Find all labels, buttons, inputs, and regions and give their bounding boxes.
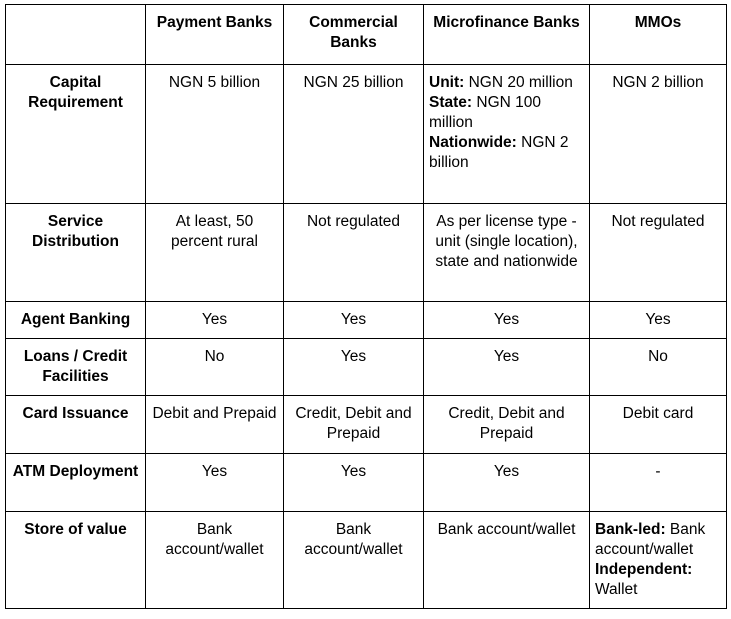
row-label: Service Distribution bbox=[6, 204, 146, 302]
header-empty-cell bbox=[6, 5, 146, 65]
nationwide-label: Nationwide: bbox=[429, 134, 517, 151]
cell-payment: At least, 50 percent rural bbox=[146, 204, 284, 302]
cell-payment: NGN 5 billion bbox=[146, 65, 284, 204]
table-row bbox=[6, 65, 727, 204]
cell-mmo: Yes bbox=[590, 302, 727, 339]
state-label: State: bbox=[429, 94, 473, 111]
cell-commercial: Credit, Debit and Prepaid bbox=[284, 396, 424, 454]
cell-mmo: Not regulated bbox=[590, 204, 727, 302]
cell-commercial: Yes bbox=[284, 339, 424, 396]
cell-payment: No bbox=[146, 339, 284, 396]
header-mmos: MMOs bbox=[590, 5, 727, 65]
row-label: Agent Banking bbox=[6, 302, 146, 339]
row-label: Capital Requirement bbox=[6, 65, 146, 204]
state-value: NGN 100 million bbox=[429, 94, 541, 131]
table-row bbox=[6, 454, 727, 512]
comparison-table bbox=[5, 4, 727, 609]
row-label: ATM Deployment bbox=[6, 454, 146, 512]
header-microfinance-banks: Microfinance Banks bbox=[424, 5, 590, 65]
cell-microfinance: Credit, Debit and Prepaid bbox=[424, 396, 590, 454]
cell-commercial: NGN 25 billion bbox=[284, 65, 424, 204]
cell-mmo: Debit card bbox=[590, 396, 727, 454]
independent-label: Independent: bbox=[595, 561, 693, 578]
cell-payment: Yes bbox=[146, 302, 284, 339]
row-label: Store of value bbox=[6, 512, 146, 609]
cell-commercial: Not regulated bbox=[284, 204, 424, 302]
row-label: Loans / Credit Facilities bbox=[6, 339, 146, 396]
cell-microfinance: Yes bbox=[424, 302, 590, 339]
row-label: Card Issuance bbox=[6, 396, 146, 454]
cell-microfinance bbox=[424, 65, 590, 204]
bank-led-value: Bank account/wallet bbox=[595, 521, 706, 558]
cell-payment: Bank account/wallet bbox=[146, 512, 284, 609]
cell-payment: Yes bbox=[146, 454, 284, 512]
table-row bbox=[6, 339, 727, 396]
cell-mmo: - bbox=[590, 454, 727, 512]
cell-microfinance: As per license type - unit (single location), state and nationwide bbox=[424, 204, 590, 302]
cell-mmo bbox=[590, 512, 727, 609]
nationwide-value: NGN 2 billion bbox=[429, 134, 569, 171]
cell-mmo: NGN 2 billion bbox=[590, 65, 727, 204]
cell-payment: Debit and Prepaid bbox=[146, 396, 284, 454]
cell-microfinance: Yes bbox=[424, 454, 590, 512]
table-row bbox=[6, 512, 727, 609]
table-header-row bbox=[6, 5, 727, 65]
independent-value: Wallet bbox=[595, 581, 638, 598]
cell-microfinance: Yes bbox=[424, 339, 590, 396]
header-payment-banks: Payment Banks bbox=[146, 5, 284, 65]
cell-commercial: Bank account/wallet bbox=[284, 512, 424, 609]
cell-commercial: Yes bbox=[284, 302, 424, 339]
header-commercial-banks: Commercial Banks bbox=[284, 5, 424, 65]
cell-commercial: Yes bbox=[284, 454, 424, 512]
bank-led-label: Bank-led: bbox=[595, 521, 666, 538]
cell-microfinance: Bank account/wallet bbox=[424, 512, 590, 609]
cell-mmo: No bbox=[590, 339, 727, 396]
table-row bbox=[6, 302, 727, 339]
unit-label: Unit: bbox=[429, 74, 465, 91]
unit-value: NGN 20 million bbox=[464, 74, 573, 91]
table-row bbox=[6, 396, 727, 454]
table-row bbox=[6, 204, 727, 302]
